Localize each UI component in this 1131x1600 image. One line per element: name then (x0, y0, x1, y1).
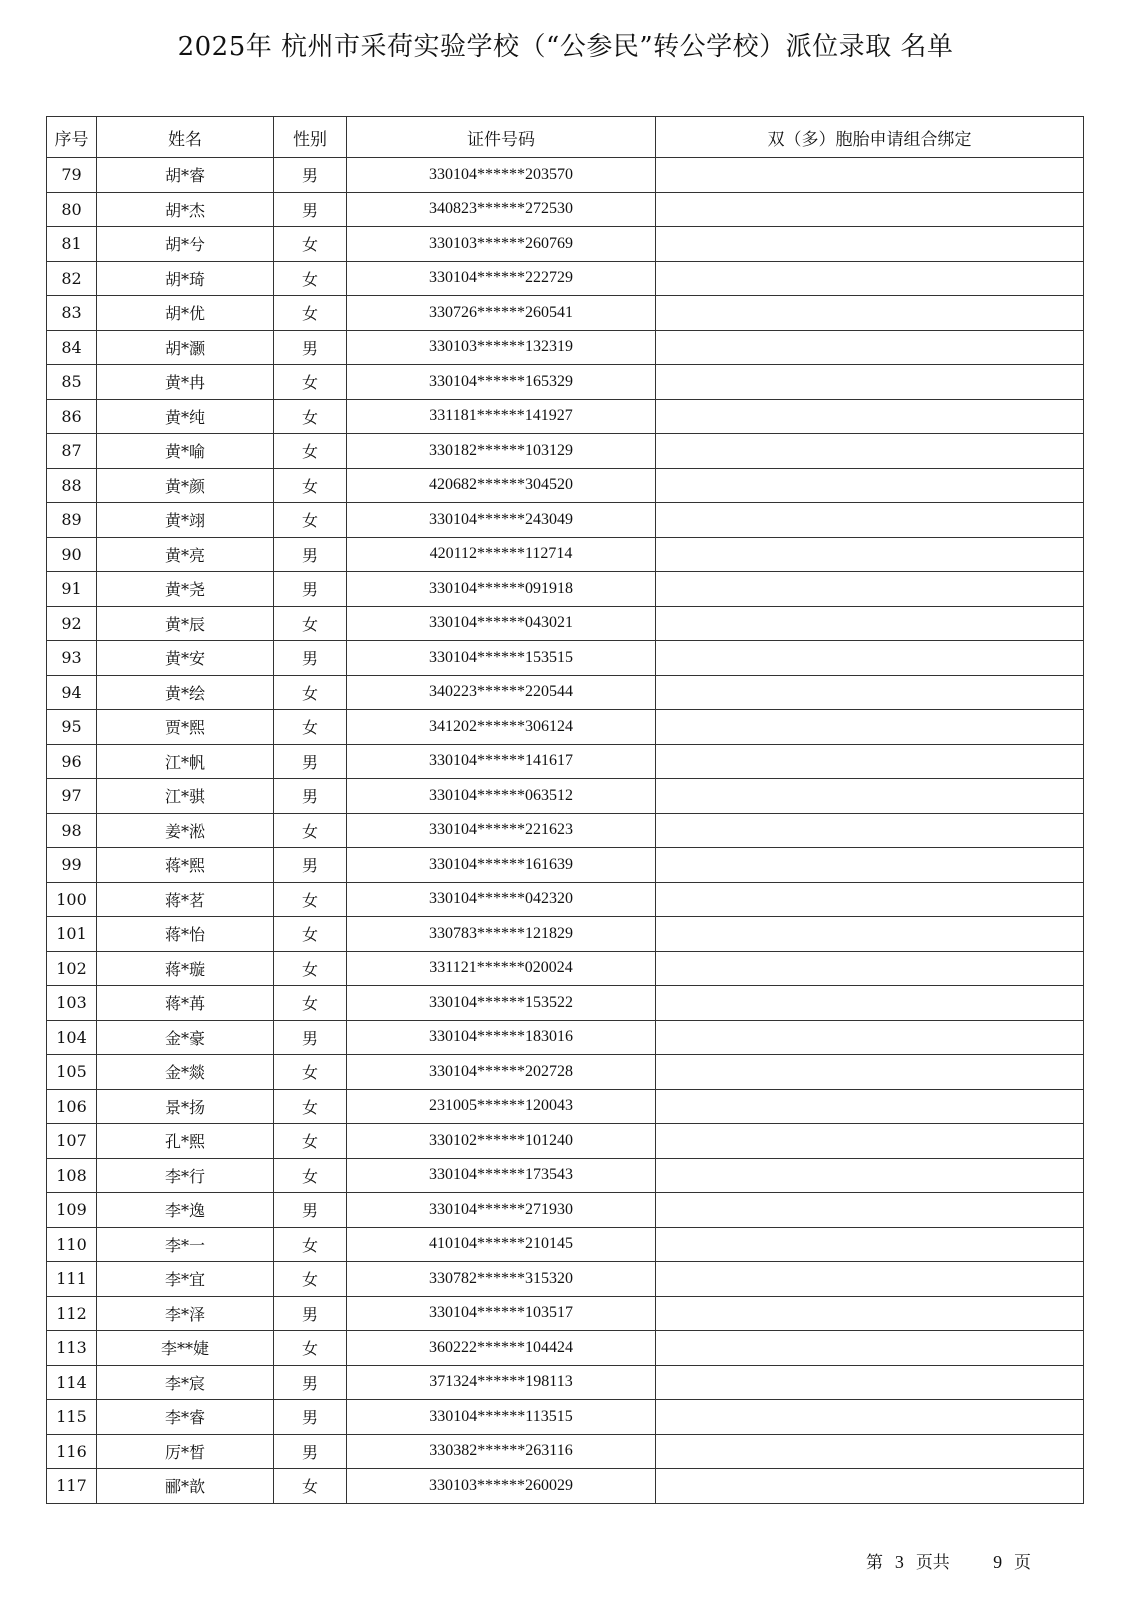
cell-name: 姜*淞 (97, 813, 274, 848)
cell-serial: 99 (47, 848, 97, 883)
cell-id-number: 330104******202728 (347, 1055, 656, 1090)
cell-serial: 102 (47, 951, 97, 986)
cell-name: 黄*纯 (97, 399, 274, 434)
table-row (47, 1434, 1084, 1469)
cell-name: 金*豪 (97, 1020, 274, 1055)
cell-twin-binding (656, 710, 1084, 745)
cell-twin-binding (656, 917, 1084, 952)
cell-serial: 113 (47, 1331, 97, 1366)
cell-id-number: 420112******112714 (347, 537, 656, 572)
table-row (47, 882, 1084, 917)
cell-twin-binding (656, 744, 1084, 779)
table-row (47, 1400, 1084, 1435)
cell-gender: 男 (274, 1020, 347, 1055)
cell-twin-binding (656, 675, 1084, 710)
cell-id-number: 330104******161639 (347, 848, 656, 883)
cell-twin-binding (656, 1020, 1084, 1055)
cell-gender: 女 (274, 399, 347, 434)
cell-id-number: 330103******132319 (347, 330, 656, 365)
cell-serial: 88 (47, 468, 97, 503)
cell-twin-binding (656, 1434, 1084, 1469)
cell-name: 李*宜 (97, 1262, 274, 1297)
cell-twin-binding (656, 641, 1084, 676)
table-row (47, 1227, 1084, 1262)
table-row (47, 399, 1084, 434)
cell-name: 黄*辰 (97, 606, 274, 641)
cell-twin-binding (656, 882, 1084, 917)
cell-twin-binding (656, 1296, 1084, 1331)
cell-name: 黄*冉 (97, 365, 274, 400)
table-row (47, 1055, 1084, 1090)
cell-name: 景*扬 (97, 1089, 274, 1124)
cell-id-number: 330102******101240 (347, 1124, 656, 1159)
cell-gender: 女 (274, 468, 347, 503)
cell-name: 李*一 (97, 1227, 274, 1262)
cell-id-number: 330104******043021 (347, 606, 656, 641)
footer-page-number: 3 (894, 1552, 904, 1572)
cell-gender: 男 (274, 848, 347, 883)
cell-name: 郦*歆 (97, 1469, 274, 1504)
cell-serial: 90 (47, 537, 97, 572)
header-id-number: 证件号码 (347, 117, 656, 158)
cell-id-number: 331181******141927 (347, 399, 656, 434)
cell-gender: 女 (274, 882, 347, 917)
cell-id-number: 330104******153515 (347, 641, 656, 676)
cell-id-number: 331121******020024 (347, 951, 656, 986)
cell-name: 孔*熙 (97, 1124, 274, 1159)
footer-middle: 页共 (915, 1553, 950, 1573)
table-row (47, 779, 1084, 814)
table-header-row (47, 117, 1084, 158)
page-title: 2025年 杭州市采荷实验学校（“公参民”转公学校）派位录取 名单 (177, 32, 954, 62)
cell-twin-binding (656, 1227, 1084, 1262)
cell-id-number: 330782******315320 (347, 1262, 656, 1297)
cell-name: 厉*晳 (97, 1434, 274, 1469)
cell-twin-binding (656, 330, 1084, 365)
table-row (47, 330, 1084, 365)
table-row (47, 951, 1084, 986)
table-row (47, 675, 1084, 710)
cell-name: 蒋*怡 (97, 917, 274, 952)
cell-id-number: 340823******272530 (347, 192, 656, 227)
cell-id-number: 330104******243049 (347, 503, 656, 538)
table-row (47, 434, 1084, 469)
cell-id-number: 330182******103129 (347, 434, 656, 469)
cell-id-number: 330726******260541 (347, 296, 656, 331)
footer-total-pages: 9 (993, 1552, 1003, 1572)
table-row (47, 296, 1084, 331)
cell-id-number: 330104******113515 (347, 1400, 656, 1435)
table-row (47, 261, 1084, 296)
cell-twin-binding (656, 1158, 1084, 1193)
cell-gender: 女 (274, 503, 347, 538)
cell-id-number: 330783******121829 (347, 917, 656, 952)
cell-twin-binding (656, 848, 1084, 883)
table-body (47, 158, 1084, 1504)
cell-name: 江*骐 (97, 779, 274, 814)
table-row (47, 572, 1084, 607)
cell-id-number: 330104******103517 (347, 1296, 656, 1331)
cell-name: 胡*琦 (97, 261, 274, 296)
cell-serial: 116 (47, 1434, 97, 1469)
cell-serial: 114 (47, 1365, 97, 1400)
header-serial: 序号 (47, 117, 97, 158)
cell-twin-binding (656, 399, 1084, 434)
cell-id-number: 341202******306124 (347, 710, 656, 745)
cell-serial: 95 (47, 710, 97, 745)
cell-twin-binding (656, 1469, 1084, 1504)
cell-serial: 98 (47, 813, 97, 848)
cell-id-number: 420682******304520 (347, 468, 656, 503)
cell-name: 李**婕 (97, 1331, 274, 1366)
cell-twin-binding (656, 365, 1084, 400)
cell-twin-binding (656, 434, 1084, 469)
cell-serial: 107 (47, 1124, 97, 1159)
header-twin-binding: 双（多）胞胎申请组合绑定 (656, 117, 1084, 158)
cell-id-number: 330104******183016 (347, 1020, 656, 1055)
header-gender: 性别 (274, 117, 347, 158)
table-row (47, 1020, 1084, 1055)
cell-id-number: 330104******153522 (347, 986, 656, 1021)
cell-gender: 男 (274, 158, 347, 193)
cell-gender: 男 (274, 641, 347, 676)
cell-twin-binding (656, 1055, 1084, 1090)
cell-gender: 男 (274, 1434, 347, 1469)
cell-id-number: 330104******173543 (347, 1158, 656, 1193)
cell-twin-binding (656, 1124, 1084, 1159)
cell-serial: 117 (47, 1469, 97, 1504)
cell-serial: 93 (47, 641, 97, 676)
cell-serial: 91 (47, 572, 97, 607)
cell-name: 黄*亮 (97, 537, 274, 572)
cell-serial: 112 (47, 1296, 97, 1331)
cell-name: 黄*安 (97, 641, 274, 676)
cell-gender: 女 (274, 710, 347, 745)
cell-id-number: 330104******203570 (347, 158, 656, 193)
cell-serial: 86 (47, 399, 97, 434)
cell-serial: 82 (47, 261, 97, 296)
cell-gender: 女 (274, 951, 347, 986)
table-row (47, 1089, 1084, 1124)
cell-serial: 97 (47, 779, 97, 814)
cell-id-number: 330104******141617 (347, 744, 656, 779)
cell-name: 蒋*熙 (97, 848, 274, 883)
cell-serial: 79 (47, 158, 97, 193)
cell-gender: 女 (274, 261, 347, 296)
cell-twin-binding (656, 951, 1084, 986)
cell-name: 黄*尧 (97, 572, 274, 607)
cell-serial: 84 (47, 330, 97, 365)
cell-twin-binding (656, 572, 1084, 607)
cell-gender: 男 (274, 192, 347, 227)
table-row (47, 503, 1084, 538)
cell-id-number: 330382******263116 (347, 1434, 656, 1469)
table-row (47, 710, 1084, 745)
admission-table (46, 116, 1084, 1504)
cell-twin-binding (656, 1400, 1084, 1435)
cell-serial: 87 (47, 434, 97, 469)
cell-gender: 女 (274, 227, 347, 262)
table-row (47, 1124, 1084, 1159)
table-row (47, 158, 1084, 193)
cell-id-number: 330104******222729 (347, 261, 656, 296)
cell-name: 李*睿 (97, 1400, 274, 1435)
cell-twin-binding (656, 227, 1084, 262)
cell-serial: 89 (47, 503, 97, 538)
cell-serial: 92 (47, 606, 97, 641)
cell-gender: 男 (274, 330, 347, 365)
cell-serial: 109 (47, 1193, 97, 1228)
cell-name: 李*逸 (97, 1193, 274, 1228)
table-row (47, 986, 1084, 1021)
page-footer (866, 1548, 1031, 1573)
cell-twin-binding (656, 192, 1084, 227)
cell-gender: 男 (274, 1193, 347, 1228)
cell-name: 黄*颜 (97, 468, 274, 503)
cell-id-number: 330104******221623 (347, 813, 656, 848)
cell-twin-binding (656, 296, 1084, 331)
cell-name: 胡*睿 (97, 158, 274, 193)
cell-serial: 108 (47, 1158, 97, 1193)
cell-serial: 96 (47, 744, 97, 779)
cell-serial: 110 (47, 1227, 97, 1262)
cell-twin-binding (656, 779, 1084, 814)
cell-gender: 女 (274, 434, 347, 469)
cell-twin-binding (656, 1193, 1084, 1228)
cell-name: 黄*喻 (97, 434, 274, 469)
cell-twin-binding (656, 537, 1084, 572)
cell-serial: 115 (47, 1400, 97, 1435)
cell-gender: 女 (274, 1158, 347, 1193)
cell-serial: 103 (47, 986, 97, 1021)
cell-gender: 女 (274, 1262, 347, 1297)
cell-serial: 80 (47, 192, 97, 227)
cell-name: 李*泽 (97, 1296, 274, 1331)
cell-name: 胡*优 (97, 296, 274, 331)
cell-gender: 女 (274, 1055, 347, 1090)
cell-id-number: 330103******260029 (347, 1469, 656, 1504)
cell-id-number: 371324******198113 (347, 1365, 656, 1400)
cell-id-number: 330104******063512 (347, 779, 656, 814)
table-row (47, 537, 1084, 572)
cell-twin-binding (656, 503, 1084, 538)
cell-id-number: 340223******220544 (347, 675, 656, 710)
cell-name: 蒋*茗 (97, 882, 274, 917)
table-row (47, 1331, 1084, 1366)
cell-name: 贾*熙 (97, 710, 274, 745)
table-row (47, 192, 1084, 227)
cell-twin-binding (656, 1365, 1084, 1400)
cell-serial: 85 (47, 365, 97, 400)
cell-name: 李*行 (97, 1158, 274, 1193)
cell-twin-binding (656, 158, 1084, 193)
cell-serial: 81 (47, 227, 97, 262)
cell-id-number: 410104******210145 (347, 1227, 656, 1262)
table-row (47, 641, 1084, 676)
cell-gender: 女 (274, 296, 347, 331)
cell-id-number: 360222******104424 (347, 1331, 656, 1366)
table-row (47, 1158, 1084, 1193)
cell-name: 蒋*璇 (97, 951, 274, 986)
table-row (47, 1365, 1084, 1400)
cell-id-number: 330103******260769 (347, 227, 656, 262)
footer-suffix: 页 (1014, 1553, 1032, 1573)
cell-gender: 女 (274, 606, 347, 641)
cell-serial: 100 (47, 882, 97, 917)
cell-serial: 83 (47, 296, 97, 331)
table-row (47, 917, 1084, 952)
table-row (47, 744, 1084, 779)
cell-id-number: 330104******091918 (347, 572, 656, 607)
cell-gender: 男 (274, 1296, 347, 1331)
cell-gender: 男 (274, 1365, 347, 1400)
cell-serial: 104 (47, 1020, 97, 1055)
cell-twin-binding (656, 986, 1084, 1021)
cell-gender: 女 (274, 365, 347, 400)
cell-twin-binding (656, 1262, 1084, 1297)
cell-gender: 女 (274, 986, 347, 1021)
table-row (47, 1193, 1084, 1228)
footer-prefix: 第 (866, 1553, 883, 1573)
table-row (47, 365, 1084, 400)
cell-gender: 女 (274, 1124, 347, 1159)
cell-id-number: 330104******271930 (347, 1193, 656, 1228)
table-row (47, 1296, 1084, 1331)
cell-name: 胡*兮 (97, 227, 274, 262)
cell-name: 胡*灏 (97, 330, 274, 365)
table-row (47, 813, 1084, 848)
cell-gender: 男 (274, 779, 347, 814)
cell-gender: 男 (274, 744, 347, 779)
cell-serial: 106 (47, 1089, 97, 1124)
table-row (47, 227, 1084, 262)
table-row (47, 1262, 1084, 1297)
cell-twin-binding (656, 606, 1084, 641)
cell-serial: 105 (47, 1055, 97, 1090)
cell-gender: 女 (274, 813, 347, 848)
cell-twin-binding (656, 468, 1084, 503)
cell-gender: 女 (274, 1089, 347, 1124)
cell-name: 李*宸 (97, 1365, 274, 1400)
cell-gender: 女 (274, 917, 347, 952)
table-row (47, 1469, 1084, 1504)
table-row (47, 848, 1084, 883)
cell-name: 黄*绘 (97, 675, 274, 710)
cell-id-number: 330104******042320 (347, 882, 656, 917)
cell-twin-binding (656, 261, 1084, 296)
table-row (47, 468, 1084, 503)
cell-gender: 男 (274, 537, 347, 572)
cell-gender: 女 (274, 1469, 347, 1504)
cell-name: 黄*翊 (97, 503, 274, 538)
cell-name: 蒋*苒 (97, 986, 274, 1021)
table-row (47, 606, 1084, 641)
cell-gender: 女 (274, 675, 347, 710)
cell-serial: 101 (47, 917, 97, 952)
cell-twin-binding (656, 1089, 1084, 1124)
header-name: 姓名 (97, 117, 274, 158)
cell-name: 江*帆 (97, 744, 274, 779)
cell-gender: 女 (274, 1331, 347, 1366)
cell-id-number: 330104******165329 (347, 365, 656, 400)
cell-twin-binding (656, 813, 1084, 848)
cell-gender: 男 (274, 572, 347, 607)
cell-serial: 111 (47, 1262, 97, 1297)
cell-name: 金*燚 (97, 1055, 274, 1090)
cell-gender: 男 (274, 1400, 347, 1435)
cell-name: 胡*杰 (97, 192, 274, 227)
cell-gender: 女 (274, 1227, 347, 1262)
cell-id-number: 231005******120043 (347, 1089, 656, 1124)
cell-serial: 94 (47, 675, 97, 710)
cell-twin-binding (656, 1331, 1084, 1366)
